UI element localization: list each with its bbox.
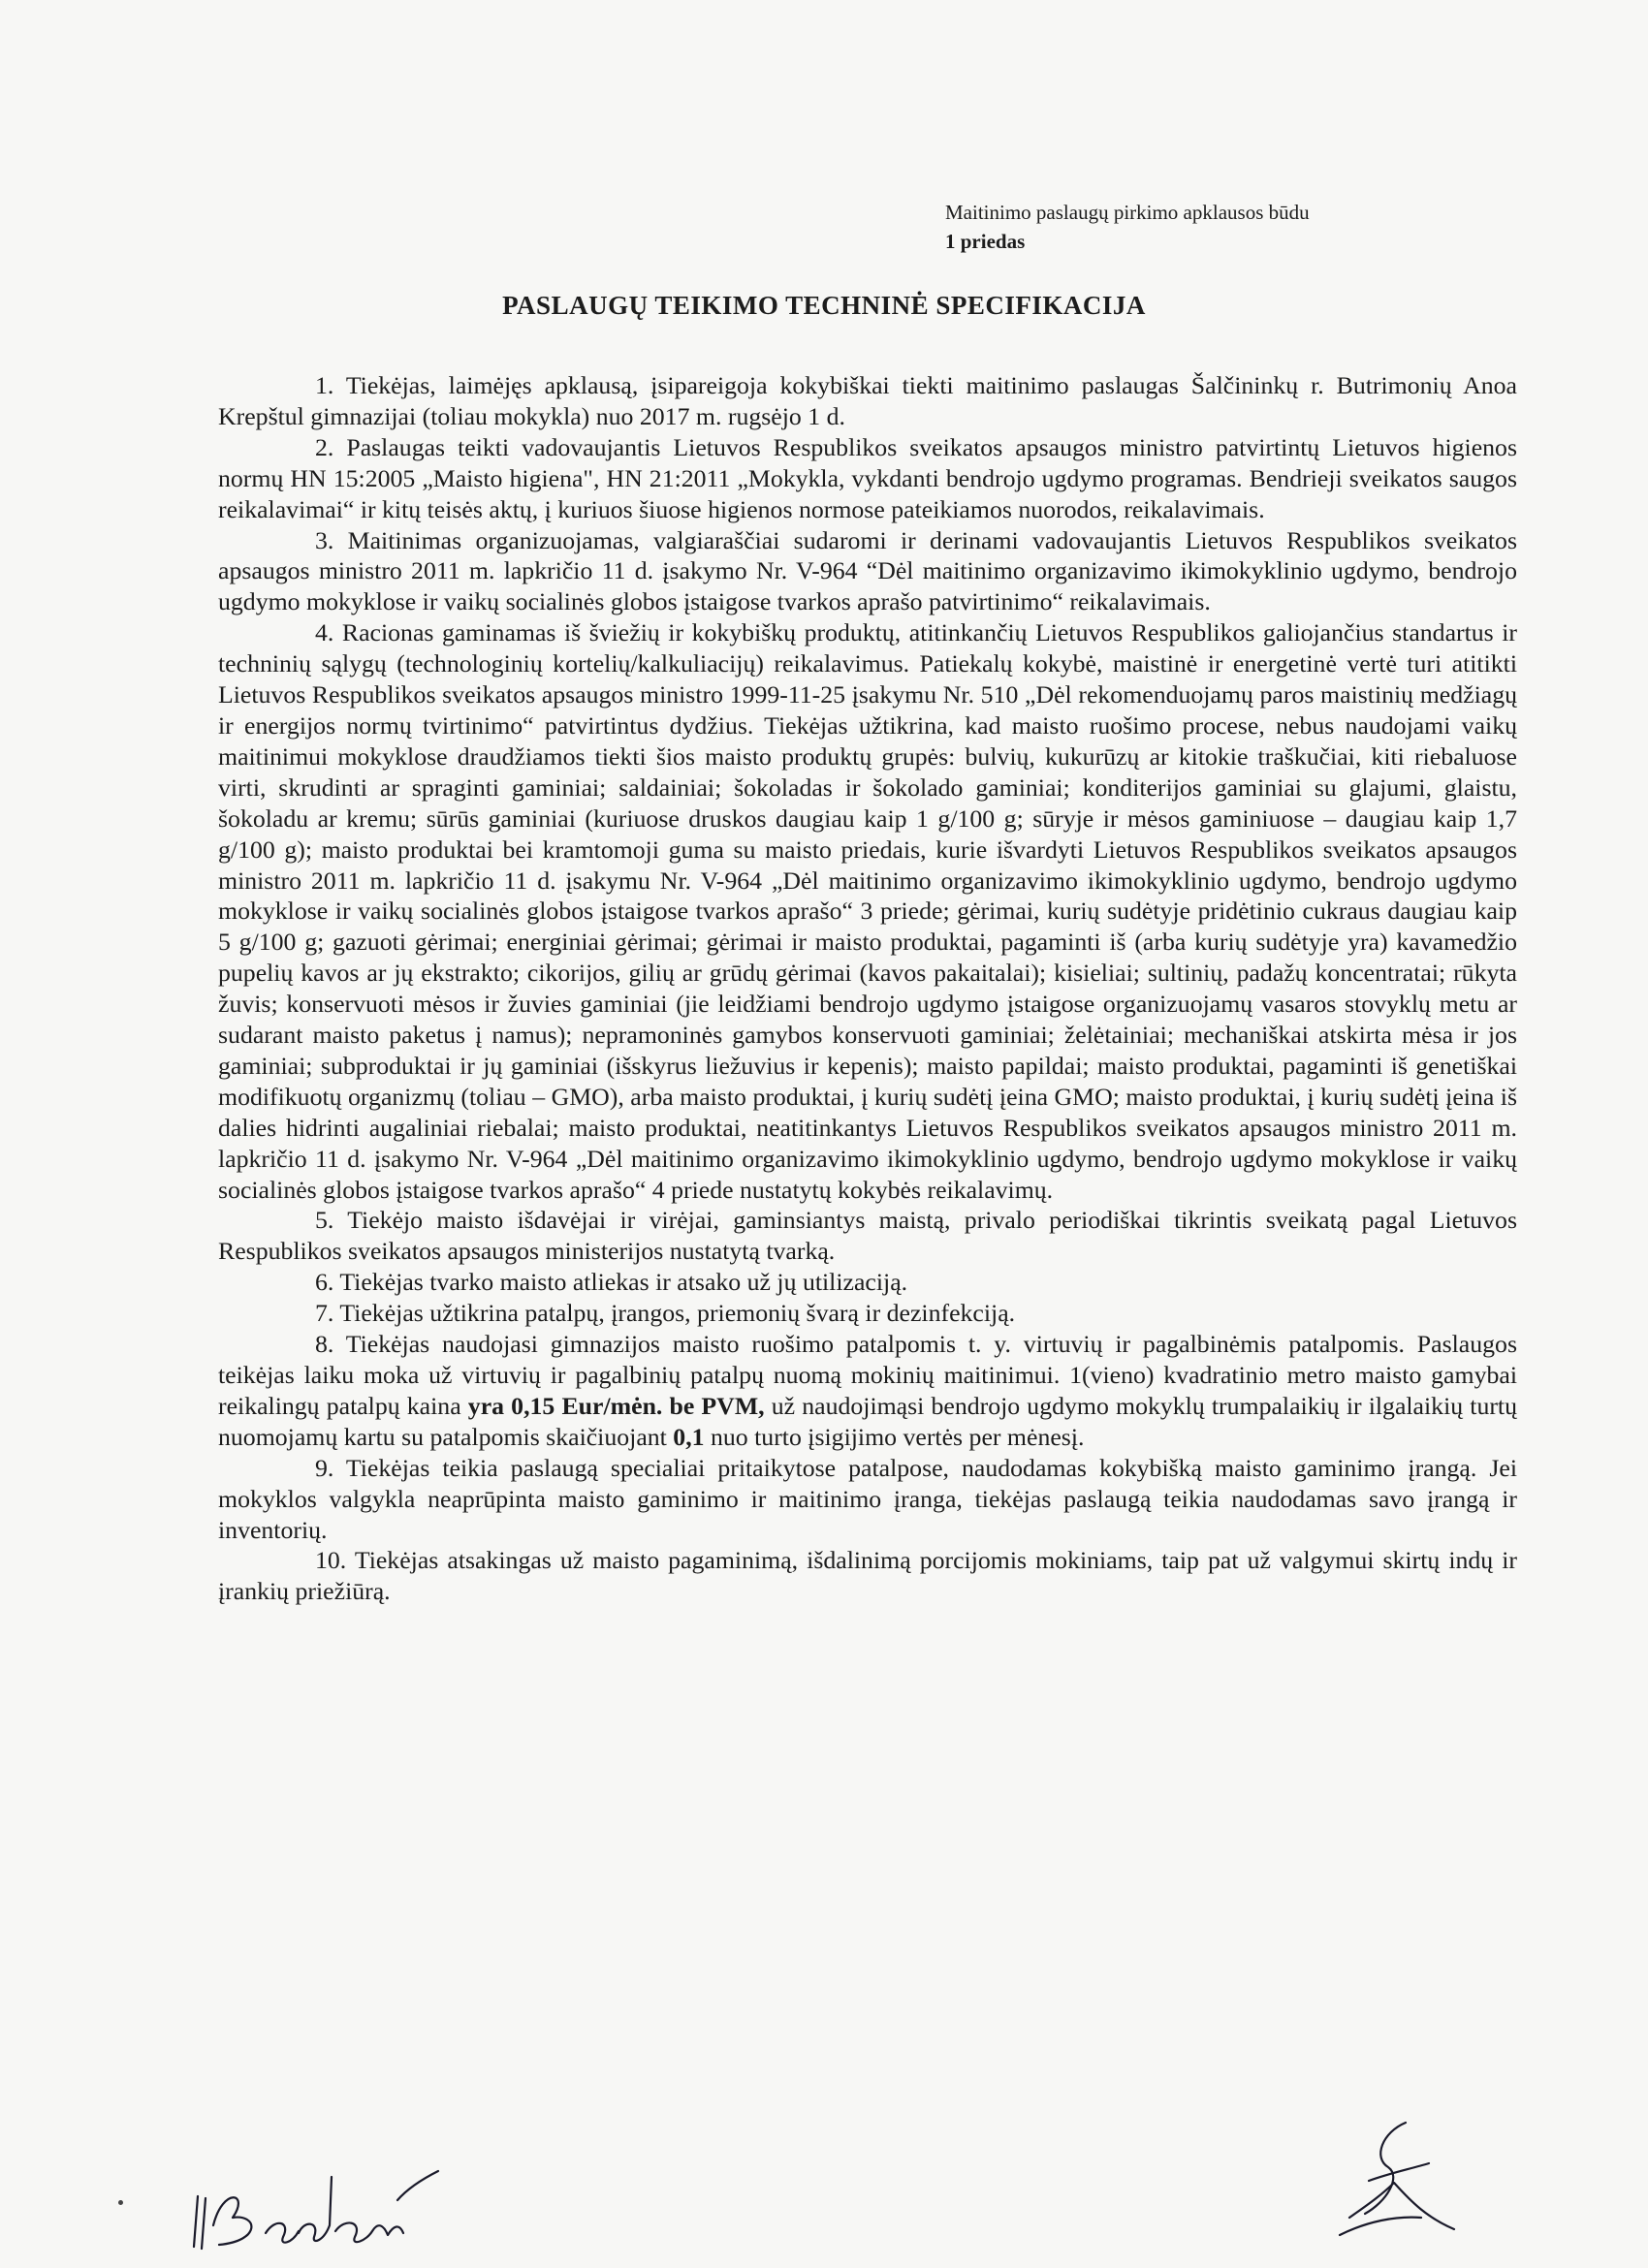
paragraph-8-part-c: nuo turto įsigijimo vertės per mėnesį. (704, 1422, 1085, 1451)
paragraph-9: 9. Tiekėjas teikia paslaugą specialiai pritaikytose patalpose, naudodamas kokybišką maisto gaminimo įrangą. Jei mokyklos valgykla neaprūpinta maisto gaminimo ir maitinimo įranga, tiekėjas paslaugą teikia naudodamas savo įrangą ir inventorių. (218, 1453, 1517, 1544)
document-title: PASLAUGŲ TEIKIMO TECHNINĖ SPECIFIKACIJA (502, 291, 1146, 320)
paragraph-2: 2. Paslaugas teikti vadovaujantis Lietuvos Respublikos sveikatos apsaugos ministro patvirtintų Lietuvos higienos normų HN 15:2005 „Maisto higiena", HN 21:2011 „Mokykla, vykdanti bendrojo ugdymo programas. Bendrieji sveikatos saugos reikalavimai“ ir kitų teisės aktų, į kuriuos šiuose higienos normose pateikiamos nuorodos, reikalavimais. (218, 432, 1517, 523)
paragraph-8-part-a: 8. Tiekėjas naudojasi gimnazijos maisto ruošimo patalpomis t. y. virtuvių ir pagalbinėmis patalpomis. Paslaugos teikėjas laiku moka už virtuvių ir pagalbinių patalpų nuomą mokinių maitinimui. 1(vieno) kvadratinio metro maisto gamybai reikalingų patalpų kaina (218, 1330, 1517, 1420)
paragraph-7: 7. Tiekėjas užtikrina patalpų, įrangos, priemonių švarą ir dezinfekciją. (315, 1299, 1016, 1328)
paragraph-4: 4. Racionas gaminamas iš šviežių ir kokybiškų produktų, atitinkančių Lietuvos Respublikos galiojančius standartus ir techninių sąlygų (technologinių kortelių/kalkuliacijų) reikalavimus. Patiekalų kokybė, maistinė ir energetinė vertė turi atitikti Lietuvos Respublikos sveikatos apsaugos ministro 1999-11-25 įsakymu Nr. 510 „Dėl rekomenduojamų paros maistinių medžiagų ir energijos normų tvirtinimo“ patvirtintus dydžius. Tiekėjas užtikrina, kad maisto ruošimo procese, nebus naudojami vaikų maitinimui mokyklose draudžiamos tiekti šios maisto produktų grupės: bulvių, kukurūzų ar kitokie traškučiai, kiti riebaluose virti, skrudinti ar spraginti gaminiai; saldainiai; šokoladas ir šokolado gaminiai; konditerijos gaminiai su glajumi, glaistu, šokoladu ar kremu; sūrūs gaminiai (kuriuose druskos daugiau kaip 1 g/100 g; sūryje ir mėsos gaminiuose – daugiau kaip 1,7 g/100 g); maisto produktai bei kramtomoji guma su maisto priedais, kurie išvardyti Lietuvos Respublikos sveikatos apsaugos ministro 2011 m. lapkričio 11 d. įsakymu Nr. V-964 „Dėl maitinimo organizavimo ikimokyklinio ugdymo, bendrojo ugdymo mokyklose ir vaikų socialinės globos įstaigose tvarkos aprašo“ 3 priede; gėrimai, kurių sudėtyje pridėtinio cukraus daugiau kaip 5 g/100 g; gazuoti gėrimai; energiniai gėrimai; gėrimai ir maisto produktai, pagaminti iš (arba kurių sudėtyje yra) kavamedžio pupelių kavos ar jų ekstrakto; cikorijos, gilių ar grūdų gėrimai (kavos pakaitalai); kisieliai; sultinių, padažų koncentratai; rūkyta žuvis; konservuoti mėsos ir žuvies gaminiai (jie leidžiami bendrojo ugdymo įstaigose organizuojamų vasaros stovyklų metu ar sudarant maisto paketus į namus); nepramoninės gamybos konservuoti gaminiai; želėtainiai; mechaniškai atskirta mėsa ir jos gaminiai; subproduktai ir jų gaminiai (išskyrus liežuvius ir kepenis); maisto papildai; maisto produktai, pagaminti iš genetiškai modifikuotų organizmų (toliau – GMO), arba maisto produktai, į kurių sudėtį įeina GMO; maisto produktai, į kurių sudėtį įeina iš dalies hidrinti augaliniai riebalai; maisto produktai, neatitinkantys Lietuvos Respublikos sveikatos apsaugos ministro 2011 m. lapkričio 11 d. įsakymo Nr. V-964 „Dėl maitinimo organizavimo ikimokyklinio ugdymo, bendrojo ugdymo mokyklose ir vaikų socialinės globos įstaigose tvarkos aprašo“ 4 priede nustatytų kokybės reikalavimų. (218, 618, 1517, 1204)
paragraph-1: 1. Tiekėjas, laimėjęs apklausą, įsipareigoja kokybiškai tiekti maitinimo paslaugas Šalčininkų r. Butrimonių Anoa Krepštul gimnazijai (toliau mokykla) nuo 2017 m. rugsėjo 1 d. (218, 371, 1517, 430)
header-procurement-line: Maitinimo paslaugų pirkimo apklausos būdu (945, 201, 1310, 224)
header-annex-number: 1 priedas (945, 230, 1026, 253)
asset-rate-emphasis: 0,1 (673, 1422, 705, 1451)
paragraph-5: 5. Tiekėjo maisto išdavėjai ir virėjai, gaminsiantys maistą, privalo periodiškai tikrintis sveikatą pagal Lietuvos Respublikos sveikatos apsaugos ministerijos nustatytą tvarką. (218, 1206, 1517, 1266)
paragraph-6: 6. Tiekėjas tvarko maisto atliekas ir atsako už jų utilizaciją. (315, 1268, 908, 1297)
annex-header (945, 198, 1310, 256)
rent-price-emphasis: yra 0,15 Eur/mėn. be PVM, (467, 1391, 765, 1420)
paragraph-8-part-b: už naudojimąsi bendrojo ugdymo mokyklų trumpalaikių ir ilgalaikių turtų nuomojamų kartu su patalpomis skaičiuojant (218, 1391, 1517, 1451)
handwritten-signature-left (190, 2158, 442, 2259)
handwritten-signature-right (1328, 2113, 1464, 2244)
margin-mark (118, 2200, 123, 2205)
paragraph-10: 10. Tiekėjas atsakingas už maisto pagaminimą, išdalinimą porcijomis mokiniams, taip pat už valgymui skirtų indų ir įrankių priežiūrą. (218, 1546, 1517, 1606)
specification-body (218, 370, 1517, 1607)
paragraph-3: 3. Maitinimas organizuojamas, valgiaraščiai sudaromi ir derinami vadovaujantis Lietuvos Respublikos sveikatos apsaugos ministro 2011 m. lapkričio 11 d. įsakymo Nr. V-964 “Dėl maitinimo organizavimo ikimokyklinio ugdymo, bendrojo ugdymo mokyklose ir vaikų socialinės globos įstaigose tvarkos aprašo patvirtinimo“ reikalavimais. (218, 525, 1517, 616)
paragraph-8 (218, 1329, 1517, 1453)
